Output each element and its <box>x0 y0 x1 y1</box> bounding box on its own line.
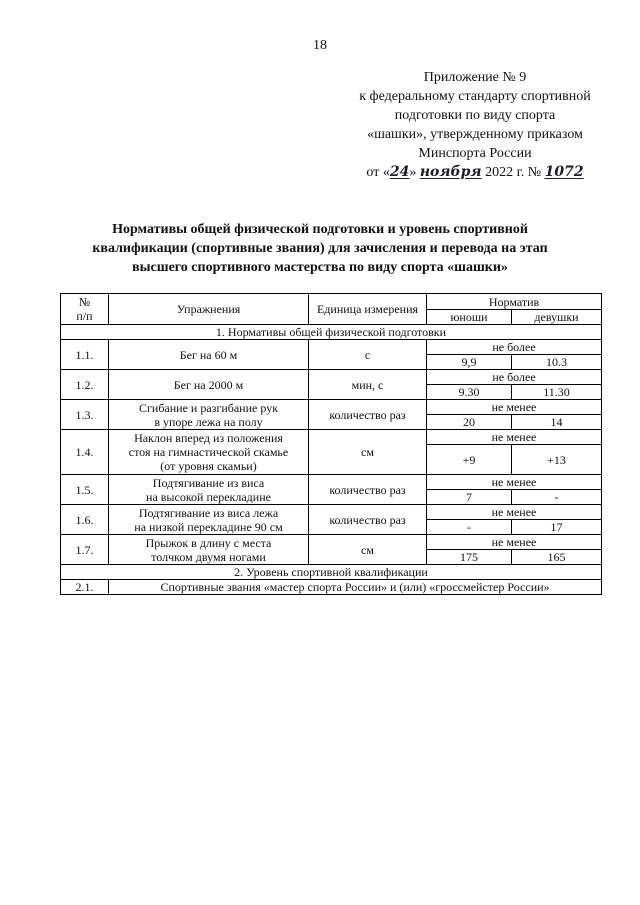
row-girls-value: +13 <box>512 445 602 475</box>
handwritten-month: ноября <box>419 164 482 180</box>
section-1-heading: 1. Нормативы общей физической подготовки <box>61 325 602 340</box>
date-prefix: от « <box>366 165 390 180</box>
row-girls-value: 165 <box>512 550 602 565</box>
row-girls-value: - <box>512 490 602 505</box>
row-num: 1.2. <box>61 370 109 400</box>
row-qualifier: не более <box>427 370 602 385</box>
row-num: 1.4. <box>61 430 109 475</box>
row-unit: с <box>309 340 427 370</box>
row-boys-value: - <box>427 520 512 535</box>
appendix-line: Приложение № 9 <box>423 70 527 85</box>
header-exercise: Упражнения <box>109 294 309 325</box>
row-boys-value: 7 <box>427 490 512 505</box>
header-girls: девушки <box>512 310 602 325</box>
date-mid: » <box>409 165 417 180</box>
row-qualifier: не менее <box>427 430 602 445</box>
row-boys-value: 9.30 <box>427 385 512 400</box>
row-exercise: Подтягивание из виса лежа на низкой перекладине 90 см <box>109 505 309 535</box>
row-num: 2.1. <box>61 580 109 595</box>
appendix-line: Минспорта России <box>418 146 532 161</box>
qualification-text: Спортивные звания «мастер спорта России» и (или) «гроссмейстер России» <box>109 580 602 595</box>
row-qualifier: не менее <box>427 535 602 550</box>
row-exercise: Сгибание и разгибание рук в упоре лежа на полу <box>109 400 309 430</box>
row-girls-value: 10.3 <box>512 355 602 370</box>
row-exercise: Бег на 2000 м <box>109 370 309 400</box>
header-num: № п/п <box>61 294 109 325</box>
header-unit: Единица измерения <box>309 294 427 325</box>
row-qualifier: не более <box>427 340 602 355</box>
row-unit: количество раз <box>309 475 427 505</box>
row-num: 1.6. <box>61 505 109 535</box>
row-num: 1.7. <box>61 535 109 565</box>
row-boys-value: 9,9 <box>427 355 512 370</box>
row-unit: см <box>309 430 427 475</box>
handwritten-order-number: 1072 <box>544 164 584 180</box>
row-exercise: Бег на 60 м <box>109 340 309 370</box>
row-qualifier: не менее <box>427 475 602 490</box>
appendix-line: «шашки», утвержденному приказом <box>367 127 583 142</box>
row-exercise: Подтягивание из виса на высокой перекладине <box>109 475 309 505</box>
appendix-line: к федеральному стандарту спортивной <box>359 89 591 104</box>
appendix-line: подготовки по виду спорта <box>394 108 556 123</box>
row-girls-value: 17 <box>512 520 602 535</box>
row-num: 1.3. <box>61 400 109 430</box>
row-girls-value: 11.30 <box>512 385 602 400</box>
row-unit: мин, с <box>309 370 427 400</box>
row-qualifier: не менее <box>427 400 602 415</box>
header-norm: Норматив <box>427 294 602 310</box>
row-boys-value: 20 <box>427 415 512 430</box>
norms-table <box>60 293 602 595</box>
order-date-line <box>330 163 620 182</box>
page-number: 18 <box>313 38 327 53</box>
row-num: 1.5. <box>61 475 109 505</box>
row-unit: количество раз <box>309 505 427 535</box>
handwritten-day: 24 <box>389 164 410 180</box>
section-2-heading: 2. Уровень спортивной квалификации <box>61 565 602 580</box>
order-year: 2022 г. № <box>485 165 542 180</box>
row-girls-value: 14 <box>512 415 602 430</box>
appendix-block <box>330 68 620 182</box>
row-qualifier: не менее <box>427 505 602 520</box>
row-boys-value: 175 <box>427 550 512 565</box>
row-exercise: Прыжок в длину с места толчком двумя ногами <box>109 535 309 565</box>
row-exercise: Наклон вперед из положения стоя на гимнастической скамье (от уровня скамьи) <box>109 430 309 475</box>
document-title: Нормативы общей физической подготовки и уровень спортивной квалификации (спортивные звания) для зачисления и перевода на этап высшего спортивного мастерства по виду спорта «шашки» <box>92 222 548 275</box>
row-unit: см <box>309 535 427 565</box>
row-boys-value: +9 <box>427 445 512 475</box>
header-boys: юноши <box>427 310 512 325</box>
row-unit: количество раз <box>309 400 427 430</box>
row-num: 1.1. <box>61 340 109 370</box>
